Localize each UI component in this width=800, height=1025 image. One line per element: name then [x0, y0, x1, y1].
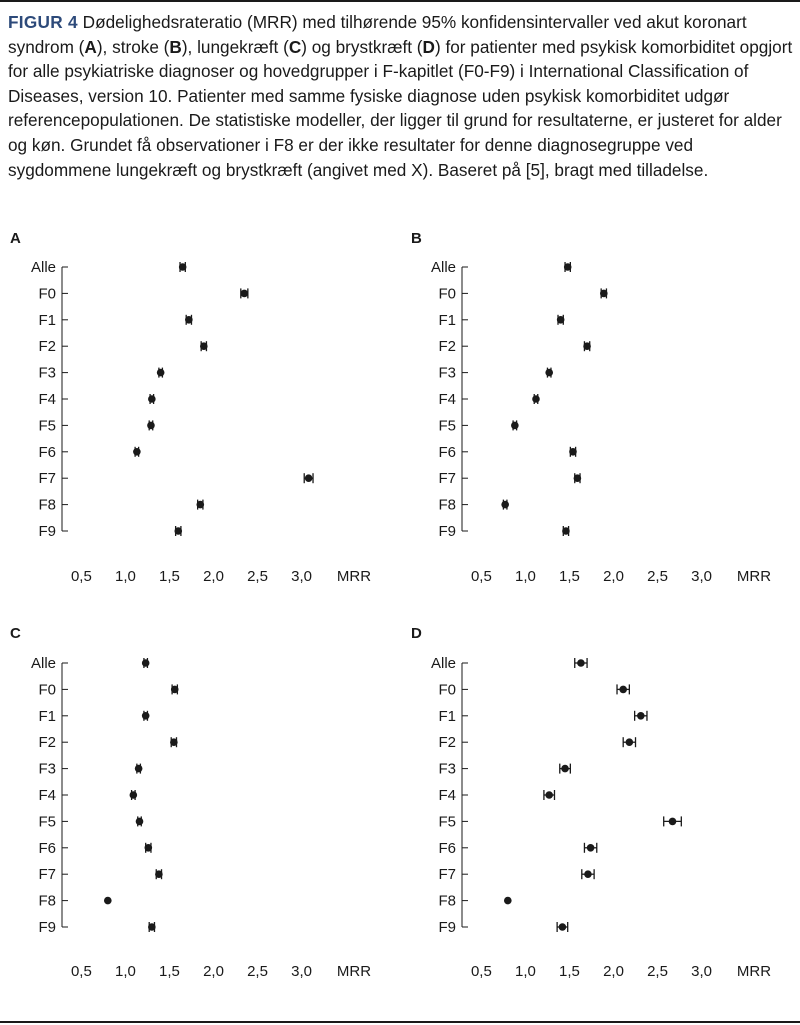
estimate-point-b-7 [569, 448, 577, 456]
x-tick-label-a-3: 2,0 [203, 568, 224, 585]
category-label-d-7: F6 [438, 839, 456, 857]
x-tick-label-b-4: 2,5 [647, 568, 668, 585]
caption-text-5: ) for patienter med psykisk komorbiditet opgjort for alle psykiatriske diagnoser og hovedgrupper i F-kapitlet (F0-F9) i International Classification of Diseases, version 10. Patienter med samme fysiske diagnose uden psykisk komorbiditet udgør referencepopulationen. De statistiske modeller, der ligger til grund for resultaterne, er justeret for alder og køn. Grundet få observationer i F8 er der ikke resultater for denne diagnosegruppe ved sygdommene lungekræft og brystkræft (angivet med X). Baseret på [5], bragt med tilladelse. [8, 36, 793, 180]
estimate-point-d-0 [577, 659, 585, 667]
category-label-d-2: F1 [438, 707, 456, 725]
category-label-c-4: F3 [38, 760, 56, 778]
x-tick-label-c-5: 3,0 [291, 963, 313, 980]
estimate-point-b-5 [532, 395, 540, 403]
estimate-point-d-2 [637, 712, 645, 720]
estimate-point-c-10 [148, 923, 156, 931]
estimate-point-d-4 [561, 765, 569, 773]
category-label-a-5: F4 [38, 391, 56, 408]
x-tick-label-a-4: 2,5 [247, 568, 268, 585]
estimate-point-d-6 [669, 818, 677, 826]
category-label-d-8: F7 [438, 866, 456, 884]
x-tick-label-b-0: 0,5 [470, 568, 492, 585]
x-tick-label-c-2: 1,5 [159, 963, 180, 980]
category-label-d-9: F8 [438, 892, 456, 910]
estimate-point-b-4 [545, 369, 553, 377]
category-label-c-9: F8 [38, 892, 56, 910]
x-tick-label-a-0: 0,5 [70, 568, 92, 585]
category-label-c-10: F9 [38, 919, 56, 936]
category-label-a-0: Alle [30, 259, 56, 276]
x-tick-label-c-3: 2,0 [203, 963, 224, 980]
category-label-b-2: F1 [438, 311, 456, 329]
category-label-c-8: F7 [38, 866, 56, 884]
estimate-point-a-5 [148, 395, 156, 403]
bottom-rule [0, 1021, 800, 1023]
estimate-point-d-1 [619, 686, 627, 694]
x-tick-label-d-5: 3,0 [691, 963, 713, 980]
estimate-point-a-10 [174, 527, 182, 535]
estimate-point-d-8 [584, 870, 592, 878]
estimate-point-c-4 [135, 765, 143, 773]
estimate-point-d-10 [559, 923, 567, 931]
estimate-point-b-0 [564, 263, 572, 271]
estimate-point-b-8 [574, 474, 582, 482]
category-label-c-3: F2 [38, 734, 56, 752]
caption-text-2: ), stroke ( [96, 36, 170, 57]
x-tick-label-b-2: 1,5 [559, 568, 580, 585]
category-label-b-0: Alle [430, 259, 456, 276]
panel-letter-a: A [10, 230, 21, 247]
category-label-a-6: F5 [38, 417, 56, 435]
category-label-a-4: F3 [38, 364, 56, 382]
category-label-c-0: Alle [30, 655, 56, 672]
category-label-c-5: F4 [38, 787, 56, 804]
x-tick-label-a-2: 1,5 [159, 568, 180, 585]
panel-letter-b: B [411, 230, 422, 247]
category-label-c-1: F0 [38, 681, 56, 699]
x-tick-label-a-5: 3,0 [291, 568, 313, 585]
estimate-point-d-3 [626, 738, 634, 746]
category-label-b-10: F9 [438, 523, 456, 540]
category-label-b-9: F8 [438, 496, 456, 514]
caption-text-3: ), lungekræft ( [181, 36, 289, 57]
estimate-point-a-4 [157, 369, 165, 377]
category-label-d-5: F4 [438, 787, 456, 804]
category-label-b-3: F2 [438, 338, 456, 356]
estimate-point-d-5 [545, 791, 553, 799]
category-label-b-1: F0 [438, 285, 456, 303]
caption-panel-ref-b: B [169, 36, 182, 57]
estimate-point-c-8 [155, 870, 163, 878]
category-label-a-2: F1 [38, 311, 56, 329]
estimate-point-b-3 [583, 342, 591, 350]
x-tick-label-d-1: 1,0 [514, 963, 536, 980]
category-label-c-2: F1 [38, 707, 56, 725]
estimate-point-a-2 [185, 316, 193, 324]
caption-panel-ref-c: C [288, 36, 302, 57]
estimate-point-a-1 [241, 290, 249, 298]
panel-letter-c: C [10, 625, 21, 642]
category-label-a-3: F2 [38, 338, 56, 356]
category-label-d-6: F5 [438, 813, 456, 831]
category-label-c-7: F6 [38, 839, 56, 857]
category-label-a-10: F9 [38, 523, 56, 540]
estimate-point-b-1 [600, 290, 608, 298]
estimate-point-c-5 [130, 791, 138, 799]
estimate-point-a-0 [179, 263, 187, 271]
estimate-point-b-6 [511, 422, 519, 430]
figure-label: FIGUR 4 [8, 12, 78, 32]
category-label-a-7: F6 [38, 443, 56, 461]
category-label-d-0: Alle [430, 655, 456, 672]
caption-text-1: Dødelighedsrateratio (MRR) med tilhørende 95% konfidensintervaller ved akut koronart syndrom ( [8, 12, 747, 57]
category-label-b-6: F5 [438, 417, 456, 435]
estimate-point-d-9 [504, 897, 512, 905]
estimate-point-c-3 [170, 738, 178, 746]
estimate-point-a-9 [196, 501, 204, 509]
estimate-point-a-6 [147, 422, 155, 430]
estimate-point-b-2 [557, 316, 565, 324]
caption-text-4: ) og brystkræft ( [301, 36, 423, 57]
caption-panel-ref-d: D [422, 36, 435, 57]
estimate-point-b-9 [501, 501, 509, 509]
x-axis-label-a: MRR [336, 568, 372, 585]
x-tick-label-d-4: 2,5 [647, 963, 668, 980]
estimate-point-c-2 [142, 712, 150, 720]
category-label-b-5: F4 [438, 391, 456, 408]
x-tick-label-d-2: 1,5 [559, 963, 580, 980]
category-label-a-1: F0 [38, 285, 56, 303]
estimate-point-c-0 [142, 659, 150, 667]
estimate-point-a-8 [305, 474, 313, 482]
x-tick-label-c-4: 2,5 [247, 963, 268, 980]
estimate-point-a-3 [200, 342, 208, 350]
estimate-point-c-6 [136, 818, 144, 826]
x-tick-label-b-1: 1,0 [514, 568, 536, 585]
category-label-d-3: F2 [438, 734, 456, 752]
category-label-b-8: F7 [438, 470, 456, 488]
x-tick-label-a-1: 1,0 [114, 568, 136, 585]
x-axis-label-c: MRR [336, 963, 372, 980]
category-label-d-1: F0 [438, 681, 456, 699]
x-tick-label-b-5: 3,0 [691, 568, 713, 585]
estimate-point-c-1 [171, 686, 179, 694]
x-axis-label-b: MRR [736, 568, 772, 585]
category-label-a-9: F8 [38, 496, 56, 514]
estimate-point-c-7 [145, 844, 153, 852]
x-tick-label-b-3: 2,0 [603, 568, 624, 585]
estimate-point-d-7 [587, 844, 595, 852]
x-axis-label-d: MRR [736, 963, 772, 980]
category-label-d-10: F9 [438, 919, 456, 936]
x-tick-label-c-0: 0,5 [70, 963, 92, 980]
x-tick-label-c-1: 1,0 [114, 963, 136, 980]
estimate-point-a-7 [133, 448, 141, 456]
estimate-point-c-9 [104, 897, 112, 905]
category-label-b-7: F6 [438, 443, 456, 461]
caption-panel-ref-a: A [84, 36, 97, 57]
category-label-b-4: F3 [438, 364, 456, 382]
category-label-c-6: F5 [38, 813, 56, 831]
x-tick-label-d-3: 2,0 [603, 963, 624, 980]
panel-letter-d: D [411, 625, 422, 642]
category-label-a-8: F7 [38, 470, 56, 488]
category-label-d-4: F3 [438, 760, 456, 778]
estimate-point-b-10 [562, 527, 570, 535]
x-tick-label-d-0: 0,5 [470, 963, 492, 980]
